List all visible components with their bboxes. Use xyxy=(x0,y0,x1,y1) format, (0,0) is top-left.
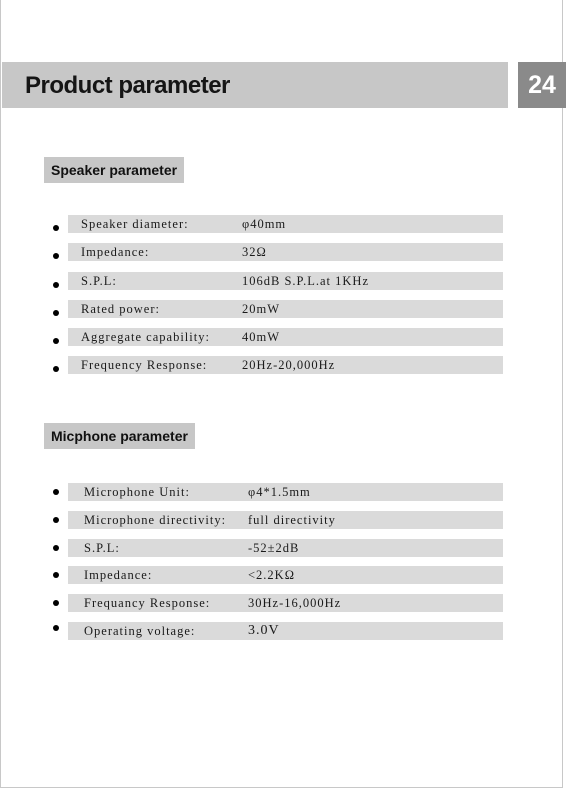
param-value: <2.2KΩ xyxy=(248,568,295,582)
param-label: Impedance: xyxy=(84,568,153,582)
param-value: φ4*1.5mm xyxy=(248,485,311,499)
bullet-icon xyxy=(53,600,59,606)
bullet-icon xyxy=(53,225,59,231)
param-label: Rated power: xyxy=(81,302,160,316)
param-label: Frequancy Response: xyxy=(84,596,211,610)
speaker-section-title: Speaker parameter xyxy=(44,157,184,183)
microphone-section-title: Micphone parameter xyxy=(44,423,195,449)
bullet-icon xyxy=(53,366,59,372)
bullet-icon xyxy=(53,572,59,578)
param-label: Speaker diameter: xyxy=(81,217,189,231)
param-value: 30Hz-16,000Hz xyxy=(248,596,342,610)
page-title: Product parameter xyxy=(25,72,230,99)
bullet-icon xyxy=(53,517,59,523)
param-label: Microphone directivity: xyxy=(84,513,227,527)
param-label: Operating voltage: xyxy=(84,624,196,638)
param-value: 20Hz-20,000Hz xyxy=(242,358,336,372)
bullet-icon xyxy=(53,545,59,551)
param-label: S.P.L: xyxy=(84,541,120,555)
param-value: φ40mm xyxy=(242,217,287,231)
param-label: Impedance: xyxy=(81,245,150,259)
param-value: 32Ω xyxy=(242,245,267,259)
param-value: -52±2dB xyxy=(248,541,300,555)
bullet-icon xyxy=(53,338,59,344)
param-label: S.P.L: xyxy=(81,274,117,288)
param-label: Microphone Unit: xyxy=(84,485,190,499)
bullet-icon xyxy=(53,625,59,631)
bullet-icon xyxy=(53,310,59,316)
param-value: 106dB S.P.L.at 1KHz xyxy=(242,274,369,288)
bullet-icon xyxy=(53,489,59,495)
param-value: 3.0V xyxy=(248,623,280,638)
bullet-icon xyxy=(53,282,59,288)
param-value: 20mW xyxy=(242,302,281,316)
param-value: full directivity xyxy=(248,513,336,527)
param-label: Aggregate capability: xyxy=(81,330,210,344)
bullet-icon xyxy=(53,253,59,259)
param-label: Frequency Response: xyxy=(81,358,208,372)
page-number: 24 xyxy=(528,71,556,99)
param-value: 40mW xyxy=(242,330,281,344)
